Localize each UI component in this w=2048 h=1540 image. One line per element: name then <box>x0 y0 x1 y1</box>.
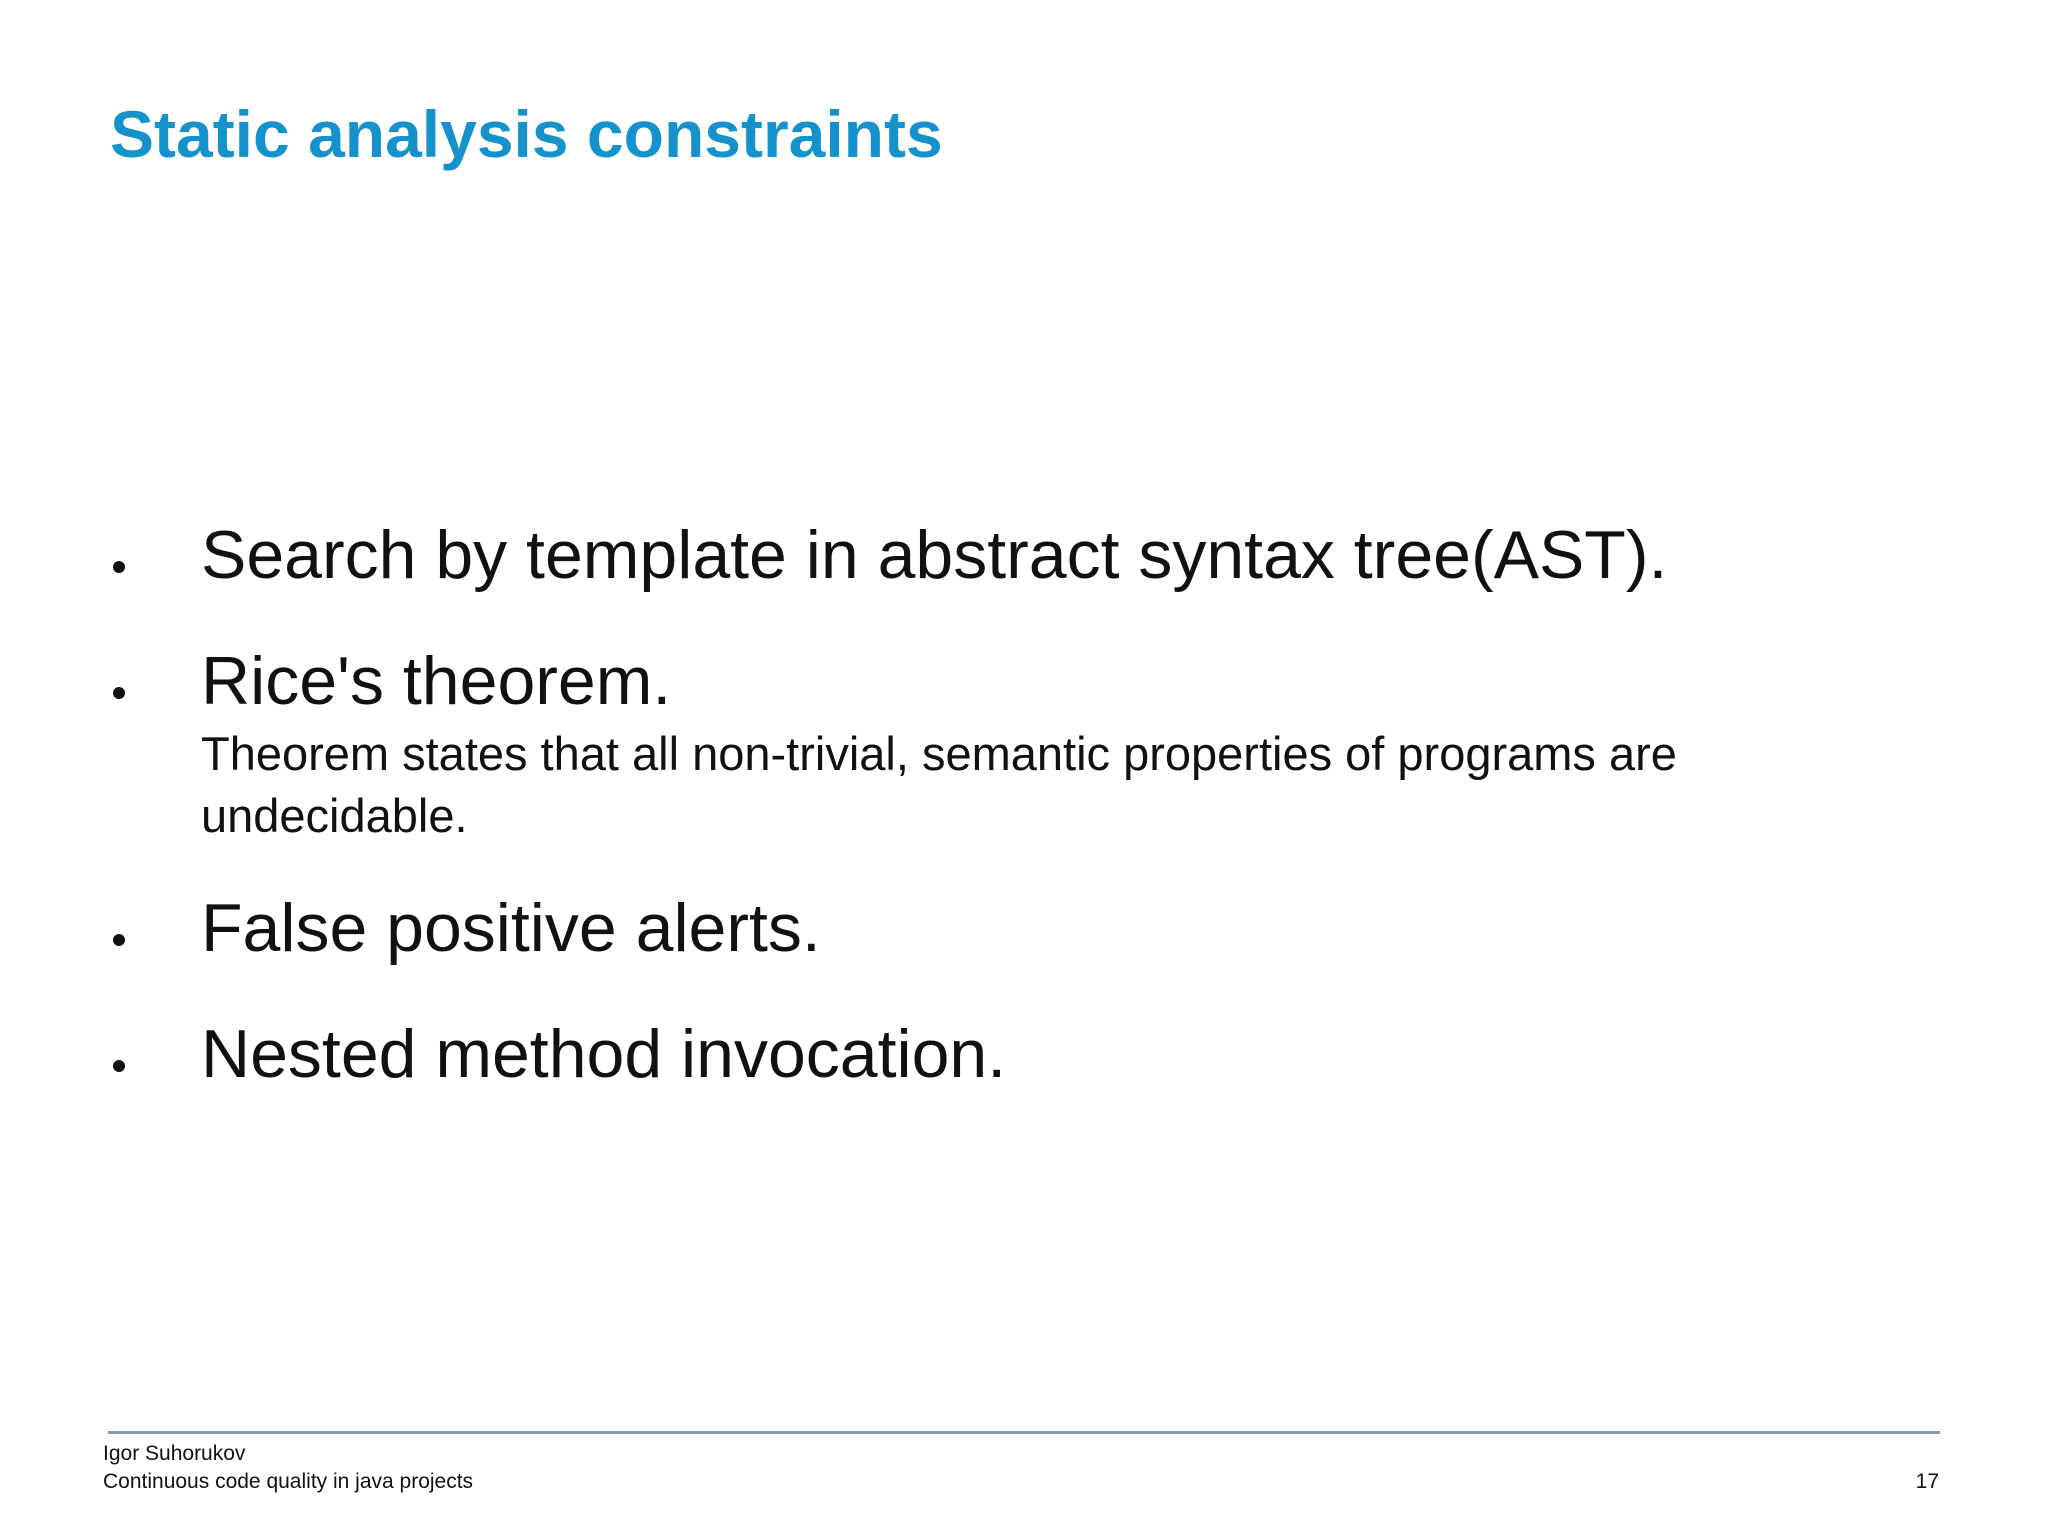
footer-presentation-title: Continuous code quality in java projects <box>103 1470 474 1493</box>
footer-divider <box>108 1431 1940 1434</box>
bullet-subtext: Theorem states that all non-trivial, semantic properties of programs are undecidable. <box>201 727 1677 842</box>
bullet-text: False positive alerts. <box>201 890 821 966</box>
bullet-text: Rice's theorem. <box>201 643 672 719</box>
slide-title: Static analysis constraints <box>110 97 943 171</box>
bullet-text: Search by template in abstract syntax tree(AST). <box>201 517 1668 593</box>
page-number: 17 <box>1915 1470 1939 1493</box>
bullet-item <box>110 636 1990 847</box>
footer-author: Igor Suhorukov <box>103 1442 246 1465</box>
bullet-text: Nested method invocation. <box>201 1016 1007 1092</box>
bullet-item <box>110 883 1990 973</box>
bullet-list <box>110 510 1990 1135</box>
bullet-item <box>110 1009 1990 1099</box>
bullet-dot-icon <box>113 934 125 946</box>
bullet-dot-icon <box>113 687 125 699</box>
bullet-dot-icon <box>113 1060 125 1072</box>
bullet-item <box>110 510 1990 600</box>
bullet-dot-icon <box>113 561 125 573</box>
